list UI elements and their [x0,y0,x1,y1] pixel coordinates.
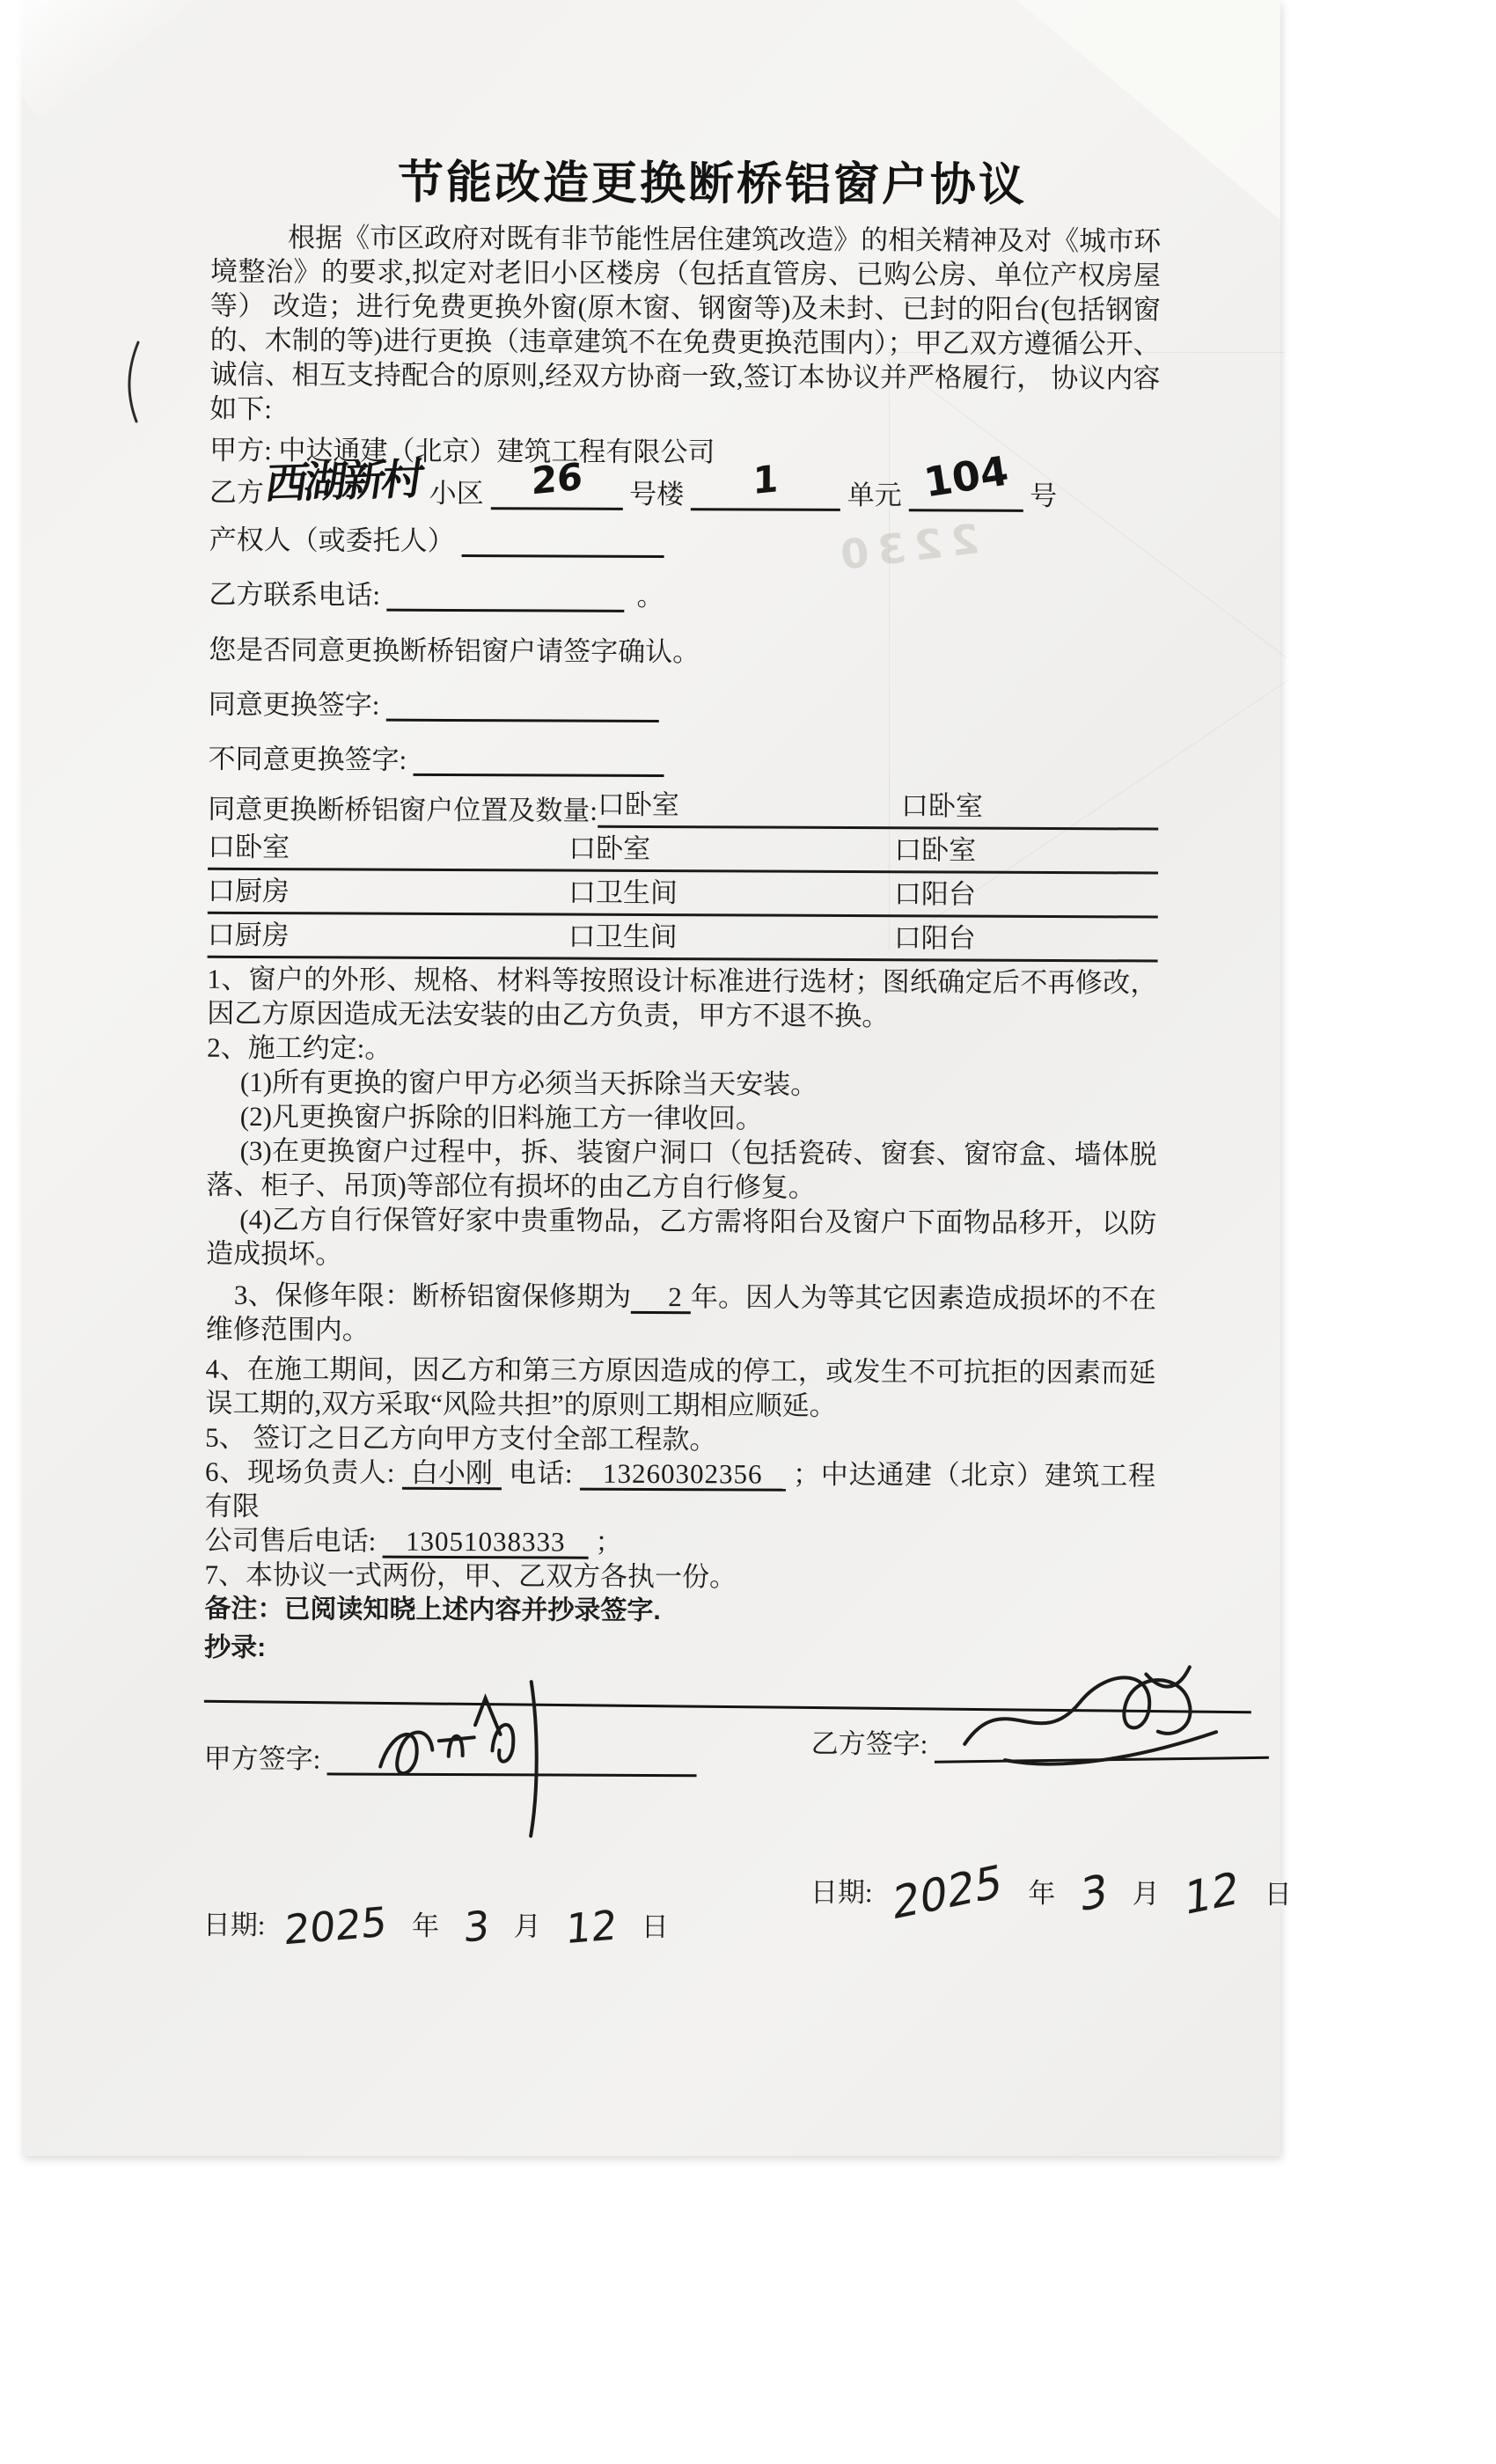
clause-6-mid: ；中达通建（北京）建筑工程有限 [204,1458,1156,1522]
clause-2: 2、施工约定:。 [207,1031,392,1064]
year-label: 年 [411,1910,440,1941]
agree-label: 同意更换签字: [208,688,380,721]
phone-line [209,576,1159,616]
party-b-label: 乙方 [209,476,264,509]
aftersale-phone: 13051038333 [383,1527,589,1559]
handwritten-room-no: 104 [920,446,1011,507]
building-label: 号楼 [629,478,685,510]
clause-6-line2 [205,1523,1155,1562]
checkbox-kitchen: 口厨房 [207,875,290,907]
owner-label: 产权人（或委托人） [209,524,455,557]
table-row [208,826,1158,875]
clause-6-end: ； [595,1526,623,1558]
handwritten-day: 12 [1183,1861,1241,1926]
handwritten-month: 3 [462,1901,491,1952]
handwritten-building-no: 26 [531,454,583,503]
scanned-document-sheet [22,0,1292,2156]
clause-3-post: 年。因人为等其它因素造成损坏的不在维修范围内。 [205,1281,1156,1346]
table-header-label: 同意更换断桥铝窗户位置及数量: [208,793,598,826]
estate-field [261,454,484,510]
clauses-section [204,962,1158,1682]
page-title: 节能改造更换断桥铝窗户协议 [397,157,1028,211]
phone-period: 。 [636,580,664,612]
intro-paragraph: 根据《市区政府对既有非节能性居住建筑改造》的相关精神及对《城市环境整治》的要求,拟定对老旧小区楼房（包括直管房、已购公房、单位产权房屋等） 改造；进行免费更换外窗(原木窗、钢窗等)及未封、已封的阳台(包括钢窗的、木制的等)进行更换（违章建筑不在免费更换范围内）；甲乙双方遵循公开、诚信、相互支持配合的原则,经双方协商一致,签订本协议并严格履行， 协议内容如下: [209,222,1162,425]
checkbox-bedroom: 口卧室 [568,832,651,864]
table-row [208,870,1158,919]
clause-2-4: (4)乙方自行保管好家中贵重物品，乙方需将阳台及窗户下面物品移开，以防造成损坏。 [206,1203,1157,1270]
party-a-signature-line [204,1741,698,1778]
handwritten-unit-no: 1 [752,456,779,503]
party-a-signature-label: 甲方签字: [203,1742,321,1775]
unit-no-blank [691,456,840,511]
disagree-signature-blank [414,742,664,777]
agree-line [209,686,1159,726]
phone-blank [387,577,625,612]
party-b-date-line [810,1854,1297,1931]
party-a-date-line [202,1897,674,1954]
handwritten-estate-name: 西湖新村 [261,454,424,510]
clause-6-pre: 6、现场负责人: [204,1456,395,1488]
checkbox-bedroom: 口卧室 [208,831,290,863]
table-row [208,914,1158,963]
table-header-underline [598,784,1159,831]
aftersale-label: 公司售后电话: [204,1524,377,1557]
note-line: 备注：已阅读知晓上述内容并抄录签字. [204,1594,661,1626]
disagree-line [208,741,1158,781]
handwritten-year: 2025 [282,1897,389,1954]
checkbox-bedroom: 口卧室 [900,790,984,822]
party-a-handwritten-signature [345,1656,645,1851]
handwritten-month: 3 [1079,1864,1109,1923]
confirm-text: 您是否同意更换断桥铝窗户请签字确认。 [209,634,700,668]
date-label: 日期: [810,1876,873,1909]
party-a-line: 甲方: 中达通建（北京）建筑工程有限公司 [209,434,715,468]
clause-7: 7、本协议一式两份，甲、乙双方各执一份。 [204,1558,737,1593]
party-b-signature-blank [935,1725,1269,1764]
room-no-blank [908,446,1023,512]
document-content [202,0,1292,2073]
handwritten-day: 12 [564,1901,619,1954]
clause-6-tel-label: 电话: [509,1457,573,1489]
clause-1: 1、窗户的外形、规格、材料等按照设计标准进行选材；图纸确定后不再修改，因乙方原因造成无法安装的由乙方负责，甲方不退不换。 [207,963,1158,1032]
unit-label: 单元 [847,479,902,511]
checkbox-bedroom: 口卧室 [597,788,680,821]
disagree-label: 不同意更换签字: [208,743,407,775]
clause-2-2: (2)凡更换窗户拆除的旧料施工方一律收回。 [239,1100,764,1134]
table-header-row [208,785,1158,831]
checkbox-balcony: 口阳台 [893,878,976,910]
owner-blank [461,523,664,558]
checkbox-bathroom: 口卫生间 [568,920,678,953]
party-b-signature-line [811,1726,1270,1763]
month-label: 月 [513,1910,541,1942]
site-manager-phone: 13260302356 [580,1459,786,1492]
copy-label: 抄录: [204,1632,267,1663]
clause-3 [206,1278,1156,1351]
day-label: 日 [1264,1879,1292,1910]
clause-2-1: (1)所有更换的窗户甲方必须当天拆除当天安装。 [239,1066,818,1100]
clause-3-pre: 3、保修年限：断桥铝窗保修期为 [233,1279,632,1312]
checkbox-kitchen: 口厨房 [207,919,290,951]
agree-signature-blank [386,687,659,722]
phone-label: 乙方联系电话: [209,578,381,611]
checkbox-bedroom: 口卧室 [894,834,977,866]
site-manager-name: 白小刚 [402,1458,502,1490]
clause-2-3: (3)在更换窗户过程中，拆、装窗户洞口（包括瓷砖、窗套、窗帘盒、墙体脱落、柜子、吊顶)等部位有损坏的由乙方自行修复。 [206,1134,1157,1203]
handwritten-year: 2025 [891,1854,1004,1931]
year-label: 年 [1028,1877,1056,1910]
signature-section [202,1683,1292,2074]
building-no-blank [490,454,622,510]
party-b-signature-label: 乙方签字: [810,1727,928,1760]
date-label: 日期: [202,1909,266,1941]
warranty-years-value: 2 [631,1282,691,1314]
bleed-through-digits: 2230 [829,514,982,581]
checkbox-bathroom: 口卫生间 [568,876,678,909]
day-label: 日 [641,1910,669,1943]
owner-line [209,522,1160,561]
party-a-signature-blank [327,1741,697,1777]
month-label: 月 [1132,1878,1160,1910]
window-location-table [208,785,1159,963]
room-label: 号 [1030,480,1058,512]
estate-label: 小区 [429,477,484,510]
clause-4: 4、在施工期间，因乙方和第三方原因造成的停工，或发生不可抗拒的因素而延误工期的,双方采取“风险共担”的原则工期相应顺延。 [205,1353,1156,1421]
party-b-handwritten-signature [951,1640,1271,1821]
clause-5: 5、 签订之日乙方向甲方支付全部工程款。 [205,1421,717,1456]
checkbox-balcony: 口阳台 [893,922,976,954]
clause-6-line1 [205,1455,1155,1528]
